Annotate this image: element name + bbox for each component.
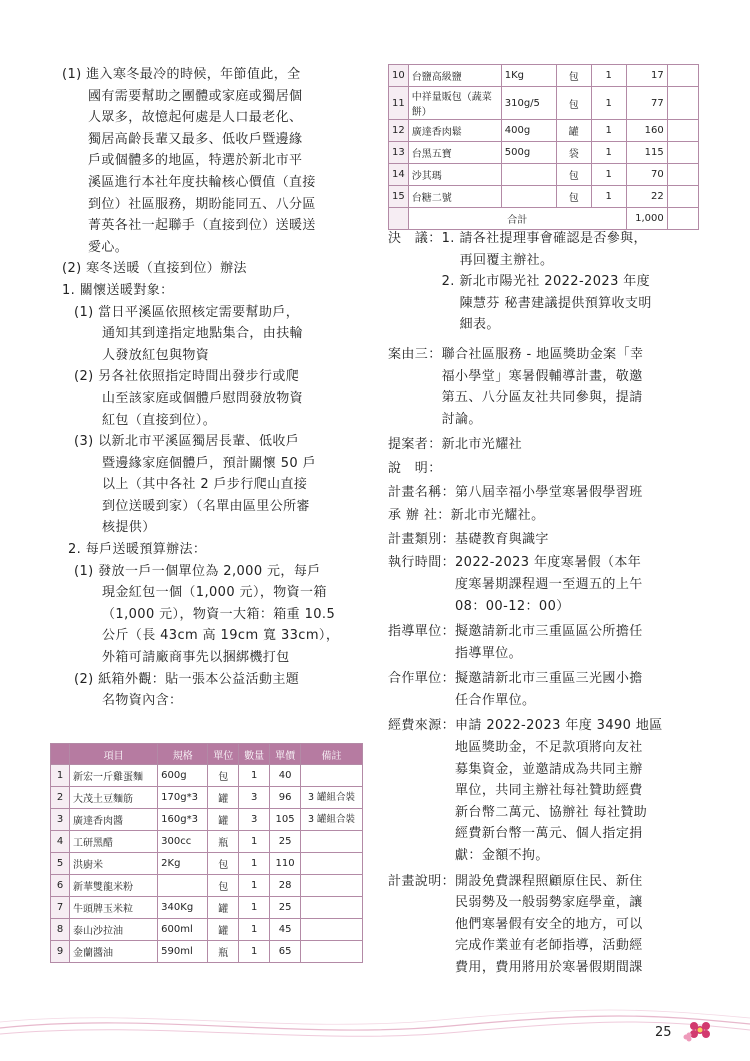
cell-unit: 包 xyxy=(208,853,239,875)
text-line: 新台幣二萬元、協辦社 每社贊助 xyxy=(455,804,648,820)
cell-price: 65 xyxy=(270,941,301,963)
paragraph-intro xyxy=(62,64,362,258)
cell-item: 新華雙龍米粉 xyxy=(70,875,158,897)
cell-unit: 罐 xyxy=(208,919,239,941)
text-line: 募集資金，並邀請成為共同主辦 xyxy=(455,761,643,777)
host-label: 承 辦 社： xyxy=(388,508,451,524)
cell-qty: 1 xyxy=(239,919,270,941)
cell-item: 泰山沙拉油 xyxy=(70,919,158,941)
table-row xyxy=(51,831,363,853)
cell-note xyxy=(667,120,698,142)
cell-unit: 包 xyxy=(556,87,591,120)
row-index: 15 xyxy=(389,186,409,208)
cell-qty: 3 xyxy=(239,809,270,831)
cell-price: 160 xyxy=(626,120,667,142)
table-row xyxy=(389,120,699,142)
cell-note xyxy=(301,853,363,875)
desc-text xyxy=(455,871,700,979)
cell-price: 17 xyxy=(626,65,667,87)
case3-block xyxy=(388,344,700,430)
paragraph-budget-2 xyxy=(62,669,362,712)
cell-qty: 1 xyxy=(239,897,270,919)
table-row xyxy=(389,87,699,120)
cell-unit: 罐 xyxy=(556,120,591,142)
table-row xyxy=(389,65,699,87)
total-value: 1,000 xyxy=(626,208,667,230)
row-index: 12 xyxy=(389,120,409,142)
text-line: 紅包（直接到位）。 xyxy=(102,412,217,428)
col-header-price: 單價 xyxy=(270,744,301,765)
supplies-table-right xyxy=(388,64,699,230)
paragraph-budget-1 xyxy=(62,561,362,669)
cell-note xyxy=(667,87,698,120)
text-line: 任合作單位。 xyxy=(455,692,536,708)
explain-block xyxy=(388,458,700,480)
table-row xyxy=(51,875,363,897)
fund-label: 經費來源： xyxy=(388,718,456,734)
text-line: 討論。 xyxy=(441,411,482,427)
cell-qty: 1 xyxy=(239,853,270,875)
host-block xyxy=(388,505,700,527)
cell-item: 工研黑醋 xyxy=(70,831,158,853)
text-line: 細表。 xyxy=(459,317,500,333)
cell-unit: 包 xyxy=(208,875,239,897)
cell-qty: 3 xyxy=(239,787,270,809)
text-line: 名物資內含： xyxy=(102,693,183,709)
proposer-text: 新北市光耀社 xyxy=(441,437,523,453)
cell-spec: 500g xyxy=(501,142,556,164)
cell-spec: 340Kg xyxy=(158,897,208,919)
cell-item: 廣達香肉醬 xyxy=(70,809,158,831)
text-line: 外箱可請廠商事先以捆綁機打包 xyxy=(102,650,290,666)
cell-unit: 罐 xyxy=(208,787,239,809)
table-row xyxy=(51,809,363,831)
paragraph-target-2 xyxy=(62,366,362,431)
proposer-label: 提案者： xyxy=(388,437,442,453)
cell-note xyxy=(667,186,698,208)
cell-qty: 1 xyxy=(239,875,270,897)
text-line: 擬邀請新北市三重區三光國小擔 xyxy=(455,671,643,687)
total-label: 合計 xyxy=(408,208,626,230)
cell-note xyxy=(301,919,363,941)
row-index: 10 xyxy=(389,65,409,87)
cell-price: 105 xyxy=(270,809,301,831)
text-line: 溪區進行本社年度扶輪核心價值（直接 xyxy=(88,174,316,190)
text-line: 指導單位。 xyxy=(455,645,523,661)
cell-unit: 瓶 xyxy=(208,941,239,963)
text-line: 完成作業並有老師指導，活動經 xyxy=(455,938,643,954)
text-line: (2) 紙箱外觀：貼一張本公益活動主題 xyxy=(74,671,300,687)
cell-qty: 1 xyxy=(591,142,626,164)
cell-note xyxy=(667,142,698,164)
row-index: 11 xyxy=(389,87,409,120)
cell-item: 大茂土豆麵筋 xyxy=(70,787,158,809)
text-line: 民弱勢及一般弱勢家庭學童，讓 xyxy=(455,895,643,911)
cell-note xyxy=(301,765,363,787)
cell-unit: 袋 xyxy=(556,142,591,164)
time-block xyxy=(388,552,700,617)
text-line: 經費新台幣一萬元、個人指定捐 xyxy=(455,826,643,842)
cell-price: 45 xyxy=(270,919,301,941)
text-line: 第五、八分區友社共同參與，提請 xyxy=(441,390,643,406)
cell-unit: 包 xyxy=(556,164,591,186)
cell-spec: 2Kg xyxy=(158,853,208,875)
text-line: 度寒暑期課程週一至週五的上午 xyxy=(455,576,643,592)
table-row xyxy=(51,853,363,875)
text-line: 愛心。 xyxy=(88,239,129,255)
cell-unit: 包 xyxy=(556,186,591,208)
table-row xyxy=(51,919,363,941)
guide-block xyxy=(388,621,700,664)
section-heading-budget: 2. 每戶送暖預算辦法： xyxy=(68,542,207,558)
row-index: 8 xyxy=(51,919,70,941)
row-index: 6 xyxy=(51,875,70,897)
table-row xyxy=(51,897,363,919)
cell-price: 25 xyxy=(270,897,301,919)
row-index: 13 xyxy=(389,142,409,164)
left-column xyxy=(62,64,362,712)
category-label: 計畫類別： xyxy=(388,531,456,547)
cell-qty: 1 xyxy=(591,120,626,142)
text-line: 以上（其中各社 2 戶步行爬山直接 xyxy=(102,477,308,493)
text-line: 公斤（長 43cm 高 19cm 寬 33cm）， xyxy=(102,628,340,644)
text-line: 通知其到達指定地點集合，由扶輪 xyxy=(102,326,304,342)
host-text: 新北市光耀社。 xyxy=(450,508,545,524)
table-total-row xyxy=(389,208,699,230)
cell-spec xyxy=(501,186,556,208)
cell-spec xyxy=(158,875,208,897)
text-line: 國有需要幫助之團體或家庭或獨居個 xyxy=(88,88,303,104)
text-line: 陳慧芬 秘書建議提供預算收支明 xyxy=(459,295,652,311)
cell-spec: 590ml xyxy=(158,941,208,963)
table-row xyxy=(389,164,699,186)
category-text: 基礎教育與識字 xyxy=(455,531,549,547)
cell-price: 77 xyxy=(626,87,667,120)
text-line: 開設免費課程照顧原住民、新住 xyxy=(455,873,643,889)
coop-block xyxy=(388,668,700,711)
text-line: (3) 以新北市平溪區獨居長輩、低收戶 xyxy=(74,434,300,450)
cell-qty: 1 xyxy=(239,831,270,853)
flower-icon xyxy=(678,1015,718,1045)
text-line: 獨居高齡長輩又最多、低收戶暨邊緣 xyxy=(88,131,303,147)
cell-item: 台鹽高級鹽 xyxy=(408,65,501,87)
table-row xyxy=(389,142,699,164)
cell-note xyxy=(301,941,363,963)
guide-text xyxy=(455,621,700,664)
text-line: 到位）社區服務，期盼能同五、八分區 xyxy=(88,196,316,212)
text-line: 2. 新北市陽光社 2022-2023 年度 xyxy=(441,274,651,290)
text-line: 再回覆主辦社。 xyxy=(459,252,554,268)
cell-item: 新宏一斤雞蛋麵 xyxy=(70,765,158,787)
case3-label: 案由三： xyxy=(388,346,442,362)
paragraph-target-1 xyxy=(62,302,362,367)
cell-note: 3 罐組合裝 xyxy=(301,787,363,809)
cell-qty: 1 xyxy=(591,186,626,208)
table-row xyxy=(51,941,363,963)
cell-item: 洪廚米 xyxy=(70,853,158,875)
text-line: 聯合社區服務 - 地區獎助金案「幸 xyxy=(441,346,644,362)
time-label: 執行時間： xyxy=(388,555,456,571)
cell-item: 台黑五寶 xyxy=(408,142,501,164)
time-text xyxy=(455,552,700,617)
fund-block xyxy=(388,715,700,866)
cell-qty: 1 xyxy=(239,941,270,963)
row-index: 2 xyxy=(51,787,70,809)
col-header-unit: 單位 xyxy=(208,744,239,765)
cell-spec: 160g*3 xyxy=(158,809,208,831)
text-line: (2) 另各社依照指定時間出發步行或爬 xyxy=(74,369,300,385)
footer-wave-decoration xyxy=(0,1000,750,1061)
cell-spec: 310g/5 xyxy=(501,87,556,120)
cell-spec: 400g xyxy=(501,120,556,142)
cell-item: 中祥量販包（蔬菜餅） xyxy=(408,87,501,120)
cell-unit: 包 xyxy=(208,765,239,787)
cell-item: 沙其瑪 xyxy=(408,164,501,186)
cell-qty: 1 xyxy=(591,164,626,186)
row-index: 1 xyxy=(51,765,70,787)
text-line: （1,000 元），物資一大箱：箱重 10.5 xyxy=(102,606,336,622)
cell-price: 22 xyxy=(626,186,667,208)
category-block xyxy=(388,529,700,551)
plan-name-label: 計畫名稱： xyxy=(388,484,456,500)
cell-note: 3 罐組合裝 xyxy=(301,809,363,831)
case3-text xyxy=(442,344,700,430)
desc-label: 計畫說明： xyxy=(388,873,456,889)
text-line: (1) 進入寒冬最冷的時候，年節值此，全 xyxy=(62,67,301,82)
row-index: 4 xyxy=(51,831,70,853)
cell-spec: 600ml xyxy=(158,919,208,941)
text-line: 菁英各社一起聯手（直接到位）送暖送 xyxy=(88,218,316,234)
text-line: 戶或個體多的地區，特選於新北市平 xyxy=(88,153,303,169)
text-line: 獻：金額不拘。 xyxy=(455,848,549,864)
row-index: 14 xyxy=(389,164,409,186)
text-line: 核提供） xyxy=(102,520,156,536)
cell-price: 40 xyxy=(270,765,301,787)
cell-price: 28 xyxy=(270,875,301,897)
decision-label: 決 議： xyxy=(388,231,442,246)
text-line: 福小學堂」寒暑假輔導計畫，敬邀 xyxy=(441,368,643,384)
cell-qty: 1 xyxy=(591,65,626,87)
row-index: 9 xyxy=(51,941,70,963)
cell-item: 廣達香肉鬆 xyxy=(408,120,501,142)
text-line: 1. 請各社提理事會確認是否參與， xyxy=(441,231,647,246)
text-line: 地區獎助金，不足款項將向友社 xyxy=(455,740,643,756)
col-header-item: 項目 xyxy=(70,744,158,765)
cell-item: 金蘭醬油 xyxy=(70,941,158,963)
text-line: 到位送暖到家）（名單由區里公所審 xyxy=(102,498,310,514)
cell-note xyxy=(301,831,363,853)
plan-name-block xyxy=(388,482,700,504)
page-number: 25 xyxy=(655,1025,672,1040)
cell-unit: 罐 xyxy=(208,809,239,831)
cell-price: 70 xyxy=(626,164,667,186)
cell-note xyxy=(301,875,363,897)
text-line: 2022-2023 年度寒暑假（本年 xyxy=(455,555,642,571)
right-column xyxy=(388,228,700,979)
section-heading-method: (2) 寒冬送暖（直接到位）辦法 xyxy=(62,261,247,277)
cell-unit: 包 xyxy=(556,65,591,87)
section-heading-targets: 1. 關懷送暖對象： xyxy=(62,282,174,298)
col-header-spec: 規格 xyxy=(158,744,208,765)
plan-name-text: 第八屆幸福小學堂寒暑假學習班 xyxy=(455,484,643,500)
text-line: 擬邀請新北市三重區區公所擔任 xyxy=(455,624,643,640)
table-row xyxy=(51,765,363,787)
cell-spec xyxy=(501,164,556,186)
row-index: 7 xyxy=(51,897,70,919)
guide-label: 指導單位： xyxy=(388,624,456,640)
cell-price: 115 xyxy=(626,142,667,164)
cell-price: 96 xyxy=(270,787,301,809)
coop-text xyxy=(455,668,700,711)
cell-spec: 1Kg xyxy=(501,65,556,87)
text-line: 費用，費用將用於寒暑假期間課 xyxy=(455,960,643,975)
cell-note xyxy=(667,164,698,186)
col-header-note: 備註 xyxy=(301,744,363,765)
cell-item: 牛頭牌玉米粒 xyxy=(70,897,158,919)
text-line: (1) 當日平溪區依照核定需要幫助戶， xyxy=(74,304,300,320)
cell-unit: 罐 xyxy=(208,897,239,919)
text-line: 他們寒暑假有安全的地方，可以 xyxy=(455,916,643,932)
decision-block xyxy=(388,228,700,336)
cell-price: 110 xyxy=(270,853,301,875)
cell-item: 台糖二號 xyxy=(408,186,501,208)
text-line: 08：00-12：00） xyxy=(455,598,570,614)
cell-spec: 600g xyxy=(158,765,208,787)
cell-qty: 1 xyxy=(239,765,270,787)
text-line: 申請 2022-2023 年度 3490 地區 xyxy=(455,718,663,734)
fund-text xyxy=(455,715,700,866)
col-header-qty: 數量 xyxy=(239,744,270,765)
text-line: 人發放紅包與物資 xyxy=(102,347,210,363)
paragraph-target-3 xyxy=(62,431,362,539)
cell-unit: 瓶 xyxy=(208,831,239,853)
decision-text xyxy=(442,228,700,336)
text-line: 單位，共同主辦社每社贊助經費 xyxy=(455,783,643,799)
text-line: 現金紅包一個（1,000 元），物資一箱 xyxy=(102,585,327,601)
cell-spec: 170g*3 xyxy=(158,787,208,809)
table-row xyxy=(389,186,699,208)
text-line: 人眾多，故憶起何處是人口最老化、 xyxy=(88,110,303,126)
text-line: (1) 發放一戶一個單位為 2,000 元，每戶 xyxy=(74,563,321,579)
cell-note xyxy=(667,65,698,87)
coop-label: 合作單位： xyxy=(388,671,456,687)
row-index: 3 xyxy=(51,809,70,831)
cell-note xyxy=(667,208,698,230)
row-index: 5 xyxy=(51,853,70,875)
row-index xyxy=(389,208,409,230)
text-line: 山至該家庭或個體戶慰問發放物資 xyxy=(102,390,304,406)
cell-price: 25 xyxy=(270,831,301,853)
table-row xyxy=(51,787,363,809)
cell-qty: 1 xyxy=(591,87,626,120)
supplies-table-left xyxy=(50,743,363,963)
cell-note xyxy=(301,897,363,919)
desc-block xyxy=(388,871,700,979)
proposer-block xyxy=(388,434,700,456)
text-line: 暨邊緣家庭個體戶，預計關懷 50 戶 xyxy=(102,455,317,471)
explain-label: 說 明： xyxy=(388,460,442,476)
cell-spec: 300cc xyxy=(158,831,208,853)
